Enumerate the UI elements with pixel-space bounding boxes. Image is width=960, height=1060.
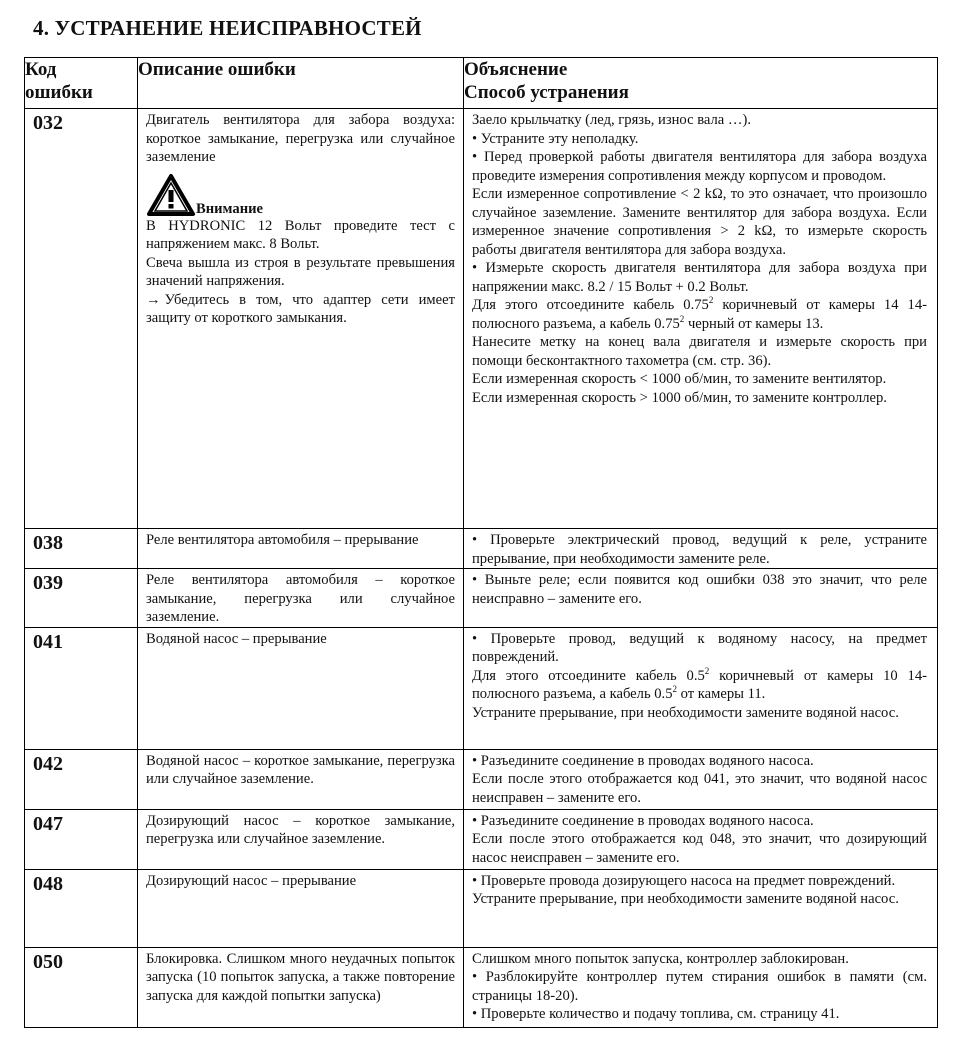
error-code: 039 [25, 569, 138, 628]
error-explanation [464, 627, 938, 749]
explanation-text: Если измеренное сопротивление < 2 kΩ, то это означает, что произошло случайное заземление. Замените вентилятор для забора воздуха. Если измеренное значение сопротивления > 2 kΩ, то измерьте скорость работы двигателя вентилятора для забора воздуха. [472, 186, 927, 258]
description-text: Двигатель вентилятора для забора воздуха: короткое замыкание, перегрузка или случайное заземление [146, 112, 455, 165]
explanation-text: • Проверьте провода дозирующего насоса на предмет повреждений. [472, 872, 896, 889]
error-description: Реле вентилятора автомобиля – прерывание [138, 529, 464, 569]
table-row [25, 809, 938, 869]
header-code [25, 58, 138, 109]
warning-triangle-icon [146, 173, 196, 217]
header-description: Описание ошибки [138, 58, 464, 109]
error-description: Дозирующий насос – прерывание [138, 869, 464, 947]
warning-text: Свеча вышла из строя в результате превышения значений напряжения. [146, 254, 455, 289]
arrow-right-icon: → [146, 291, 161, 308]
error-description: Блокировка. Слишком много неудачных попыток запуска (10 попыток запуска, а также повторение запуска для каждой попытки запуска) [138, 947, 464, 1027]
error-code: 042 [25, 749, 138, 809]
explanation-text: Если после этого отображается код 041, это значит, что водяной насос неисправен – замените его. [472, 771, 927, 806]
explanation-text: • Устраните эту неполадку. [472, 130, 639, 147]
table-row [25, 749, 938, 809]
explanation-text: • Проверьте электрический провод, ведущий к реле, устраните прерывание, при необходимости замените реле. [472, 532, 927, 567]
explanation-text: • Разблокируйте контроллер путем стирания ошибок в памяти (см. страницы 18-20). [472, 969, 927, 1004]
header-explanation-line1: Объяснение [464, 59, 568, 80]
table-row [25, 529, 938, 569]
error-description: Водяной насос – прерывание [138, 627, 464, 749]
error-explanation [464, 947, 938, 1027]
fault-table [24, 57, 938, 1028]
explanation-text: • Разъедините соединение в проводах водяного насоса. [472, 752, 814, 769]
table-row [25, 869, 938, 947]
error-code: 038 [25, 529, 138, 569]
error-description: Дозирующий насос – короткое замыкание, перегрузка или случайное заземление. [138, 809, 464, 869]
error-explanation [464, 809, 938, 869]
explanation-text: Слишком много попыток запуска, контроллер заблокирован. [472, 950, 849, 967]
explanation-text: • Измерьте скорость двигателя вентилятора для забора воздуха при напряжении макс. 8.2 / 15 Вольт + 0.2 Вольт. [472, 260, 927, 295]
explanation-text: • Разъедините соединение в проводах водяного насоса. [472, 812, 814, 829]
table-row [25, 627, 938, 749]
warning-text: В HYDRONIC 12 Вольт проведите тест с напряжением макс. 8 Вольт. [146, 217, 455, 252]
error-description: Водяной насос – короткое замыкание, перегрузка или случайное заземление. [138, 749, 464, 809]
error-description [138, 109, 464, 529]
explanation-text: • Выньте реле; если появится код ошибки 038 это значит, что реле неисправно – замените его. [472, 572, 927, 607]
warning-label: Внимание [196, 201, 263, 217]
header-code-line2: ошибки [25, 82, 93, 103]
explanation-text: Заело крыльчатку (лед, грязь, износ вала …). [472, 112, 752, 128]
explanation-text: • Проверьте провод, ведущий к водяному насосу, на предмет повреждений. [472, 630, 927, 665]
table-row [25, 109, 938, 529]
explanation-text: Если измеренная скорость > 1000 об/мин, то замените контроллер. [472, 389, 887, 406]
explanation-text: • Перед проверкой работы двигателя вентилятора для забора воздуха проведите измерения сопротивления между корпусом и проводом. [472, 149, 927, 184]
error-explanation [464, 109, 938, 529]
error-explanation [464, 529, 938, 569]
error-explanation [464, 749, 938, 809]
explanation-text: Если после этого отображается код 048, это значит, что дозирующий насос неисправен – замените его. [472, 831, 927, 866]
error-description: Реле вентилятора автомобиля – короткое замыкание, перегрузка или случайное заземление. [138, 569, 464, 628]
table-row [25, 569, 938, 628]
error-code: 047 [25, 809, 138, 869]
warning-block [146, 173, 455, 217]
explanation-text: Если измеренная скорость < 1000 об/мин, то замените вентилятор. [472, 371, 887, 387]
header-explanation-line2: Способ устранения [464, 82, 629, 103]
explanation-text: Устраните прерывание, при необходимости замените водяной насос. [472, 891, 899, 907]
table-header-row [25, 58, 938, 109]
error-explanation [464, 869, 938, 947]
warning-text: → Убедитесь в том, что адаптер сети имеет защиту от короткого замыкания. [146, 291, 455, 326]
explanation-text: Нанесите метку на конец вала двигателя и измерьте скорость при помощи бесконтактного тахометра (см. стр. 36). [472, 334, 927, 369]
error-code: 041 [25, 627, 138, 749]
error-code: 048 [25, 869, 138, 947]
header-code-line1: Код [25, 59, 57, 80]
error-explanation [464, 569, 938, 628]
table-row [25, 947, 938, 1027]
header-explanation [464, 58, 938, 109]
explanation-text: Для этого отсоедините кабель $0.5^2$ коричневый от камеры 10 14-полюсного разъема, а кабель $0.5^2$ от камеры 11. [472, 665, 927, 702]
explanation-text: Для этого отсоедините кабель 0.75$^2$ коричневый от камеры 14 14-полюсного разъема, а кабель 0.75$^2$ черный от камеры 13. [472, 295, 927, 332]
page-title: 4. УСТРАНЕНИЕ НЕИСПРАВНОСТЕЙ [33, 16, 422, 40]
explanation-text: Устраните прерывание, при необходимости замените водяной насос. [472, 704, 899, 721]
explanation-text: • Проверьте количество и подачу топлива, см. страницу 41. [472, 1006, 840, 1022]
error-code: 050 [25, 947, 138, 1027]
error-code: 032 [25, 109, 138, 529]
